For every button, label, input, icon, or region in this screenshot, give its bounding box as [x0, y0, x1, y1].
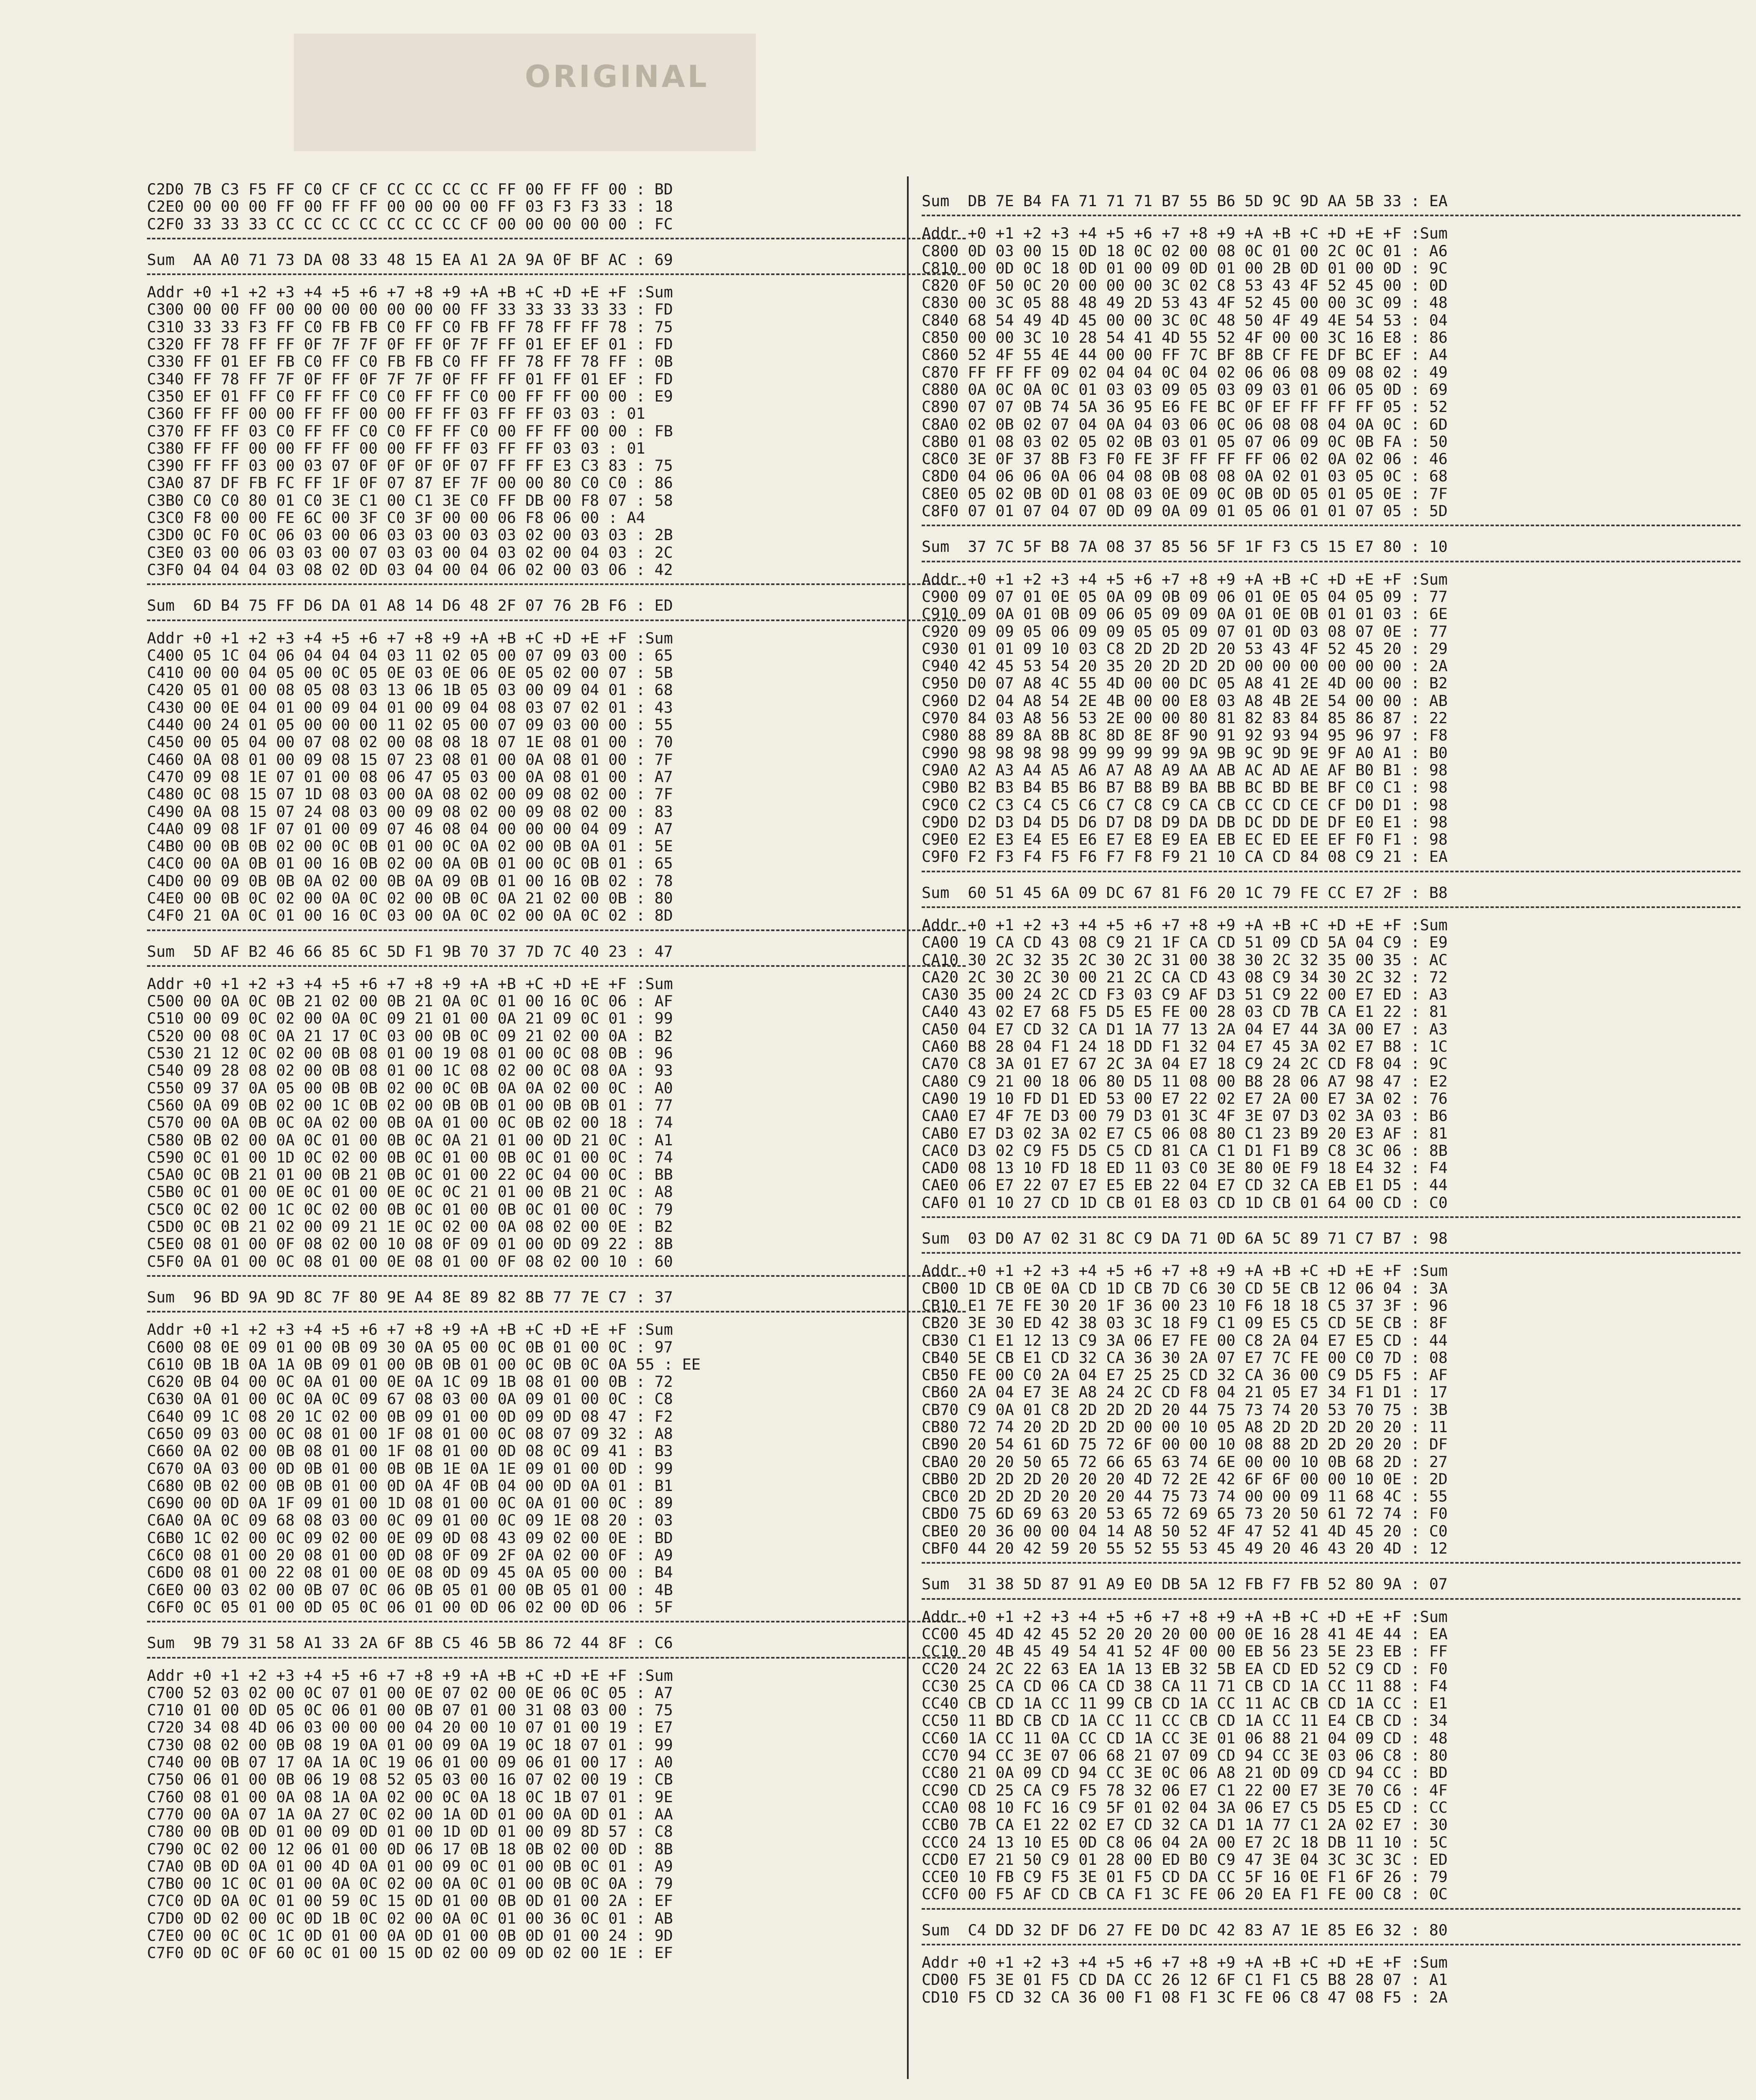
- dashed-separator: [922, 215, 1740, 216]
- dashed-separator: [147, 583, 966, 585]
- hex-row: C6A0 0A 0C 09 68 08 03 00 0C 09 01 00 0C 09 1E 08 20 : 03: [147, 1511, 673, 1530]
- checksum-row: Sum 03 D0 A7 02 31 8C C9 DA 71 0D 6A 5C 89 71 C7 B7 : 98: [922, 1229, 1448, 1248]
- hex-row: CBF0 44 20 42 59 20 55 52 55 53 45 49 20 46 43 20 4D : 12: [922, 1539, 1448, 1558]
- hex-row: C520 00 08 0C 0A 21 17 0C 03 00 0B 0C 09 21 02 00 0A : B2: [147, 1026, 673, 1045]
- hex-row: CA90 19 10 FD D1 ED 53 00 E7 22 02 E7 2A 00 E7 3A 02 : 76: [922, 1089, 1448, 1108]
- dashed-separator: [147, 273, 966, 275]
- hex-row: CBE0 20 36 00 00 04 14 A8 50 52 4F 47 52 41 4D 45 20 : C0: [922, 1522, 1448, 1540]
- hex-row: C510 00 09 0C 02 00 0A 0C 09 21 01 00 0A 21 09 0C 01 : 99: [147, 1009, 673, 1028]
- hex-row: CB20 3E 30 ED 42 38 03 3C 18 F9 C1 09 E5 C5 CD 5E CB : 8F: [922, 1314, 1448, 1332]
- listing-left-column: [147, 181, 966, 1962]
- hex-row: C420 05 01 00 08 05 08 03 13 06 1B 05 03 00 09 04 01 : 68: [147, 681, 673, 699]
- listing-right-column: [922, 181, 1740, 2006]
- hex-row: C540 09 28 08 02 00 0B 08 01 00 1C 08 02 00 0C 08 0A : 93: [147, 1061, 673, 1080]
- hex-row: CB50 FE 00 C0 2A 04 E7 25 25 CD 32 CA 36 00 C9 D5 F5 : AF: [922, 1366, 1448, 1384]
- address-header-row: Addr +0 +1 +2 +3 +4 +5 +6 +7 +8 +9 +A +B +C +D +E +F :Sum: [147, 1666, 673, 1685]
- hex-row: C560 0A 09 0B 02 00 1C 0B 02 00 0B 0B 01 00 0B 0B 01 : 77: [147, 1096, 673, 1114]
- dashed-separator: [922, 1562, 1740, 1564]
- hex-row: C400 05 1C 04 06 04 04 04 03 11 02 05 00 07 09 03 00 : 65: [147, 646, 673, 664]
- hex-row: C5E0 08 01 00 0F 08 02 00 10 08 0F 09 01 00 0D 09 22 : 8B: [147, 1235, 673, 1253]
- hex-row: C530 21 12 0C 02 00 0B 08 01 00 19 08 01 00 0C 08 0B : 96: [147, 1044, 673, 1063]
- hex-row: CA50 04 E7 CD 32 CA D1 1A 77 13 2A 04 E7 44 3A 00 E7 : A3: [922, 1020, 1448, 1038]
- hex-row: C7C0 0D 0A 0C 01 00 59 0C 15 0D 01 00 0B 0D 01 00 2A : EF: [147, 1892, 673, 1910]
- dashed-separator: [147, 1657, 966, 1659]
- hex-row: CC80 21 0A 09 CD 94 CC 3E 0C 06 A8 21 0D 09 CD 94 CC : BD: [922, 1764, 1448, 1782]
- hex-row: C660 0A 02 00 0B 08 01 00 1F 08 01 00 0D 08 0C 09 41 : B3: [147, 1442, 673, 1460]
- hex-row: C430 00 0E 04 01 00 09 04 01 00 09 04 08 03 07 02 01 : 43: [147, 698, 673, 717]
- hex-row: C800 0D 03 00 15 0D 18 0C 02 00 08 0C 01 00 2C 0C 01 : A6: [922, 242, 1448, 260]
- hex-row: C600 08 0E 09 01 00 0B 09 30 0A 05 00 0C 0B 01 00 0C : 97: [147, 1338, 673, 1356]
- hex-row: C5F0 0A 01 00 0C 08 01 00 0E 08 01 00 0F 08 02 00 10 : 60: [147, 1252, 673, 1270]
- address-header-row: Addr +0 +1 +2 +3 +4 +5 +6 +7 +8 +9 +A +B +C +D +E +F :Sum: [922, 224, 1448, 243]
- hex-row: CC10 20 4B 45 49 54 41 52 4F 00 00 EB 56 23 5E 23 EB : FF: [922, 1642, 1448, 1661]
- hex-row: C610 0B 1B 0A 1A 0B 09 01 00 0B 0B 01 00 0C 0B 0C 0A 55 : EE: [147, 1355, 701, 1373]
- hex-row: C690 00 0D 0A 1F 09 01 00 1D 08 01 00 0C 0A 01 00 0C : 89: [147, 1494, 673, 1512]
- checksum-row: Sum C4 DD 32 DF D6 27 FE D0 DC 42 83 A7 1E 85 E6 32 : 80: [922, 1921, 1448, 1939]
- hex-row: C5C0 0C 02 00 1C 0C 02 00 0B 0C 01 00 0B 0C 01 00 0C : 79: [147, 1200, 673, 1218]
- dashed-separator: [922, 561, 1740, 562]
- hex-row: C670 0A 03 00 0D 0B 01 00 0B 0B 1E 0A 1E 09 01 00 0D : 99: [147, 1459, 673, 1478]
- dashed-separator: [147, 1621, 966, 1622]
- checksum-row: Sum 9B 79 31 58 A1 33 2A 6F 8B C5 46 5B 86 72 44 8F : C6: [147, 1634, 673, 1652]
- hex-row: C8F0 07 01 07 04 07 0D 09 0A 09 01 05 06 01 01 07 05 : 5D: [922, 502, 1448, 520]
- faded-header-text: ORIGINAL: [525, 59, 710, 94]
- address-header-row: Addr +0 +1 +2 +3 +4 +5 +6 +7 +8 +9 +A +B +C +D +E +F :Sum: [922, 1262, 1448, 1280]
- dashed-separator: [147, 1311, 966, 1312]
- hex-row: C4E0 00 0B 0C 02 00 0A 0C 02 00 0B 0C 0A 21 02 00 0B : 80: [147, 889, 673, 907]
- checksum-row: Sum AA A0 71 73 DA 08 33 48 15 EA A1 2A 9A 0F BF AC : 69: [147, 250, 673, 269]
- address-header-row: Addr +0 +1 +2 +3 +4 +5 +6 +7 +8 +9 +A +B +C +D +E +F :Sum: [922, 916, 1448, 934]
- hex-row: C450 00 05 04 00 07 08 02 00 08 08 18 07 1E 08 01 00 : 70: [147, 733, 673, 751]
- hex-row: C320 FF 78 FF FF 0F 7F 7F 0F FF 0F 7F FF 01 EF EF 01 : FD: [147, 335, 673, 354]
- hex-row: C960 D2 04 A8 54 2E 4B 00 00 E8 03 A8 4B 2E 54 00 00 : AB: [922, 691, 1448, 710]
- hex-row: C2E0 00 00 00 FF 00 FF FF 00 00 00 00 FF 03 F3 F3 33 : 18: [147, 197, 673, 216]
- dashed-separator: [147, 238, 966, 239]
- hex-row: CA40 43 02 E7 68 F5 D5 E5 FE 00 28 03 CD 7B CA E1 22 : 81: [922, 1003, 1448, 1021]
- hex-row: CB90 20 54 61 6D 75 72 6F 00 00 10 08 88 2D 2D 20 20 : DF: [922, 1435, 1448, 1454]
- hex-row: C6F0 0C 05 01 00 0D 05 0C 06 01 00 0D 06 02 00 0D 06 : 5F: [147, 1598, 673, 1616]
- hex-row: C2F0 33 33 33 CC CC CC CC CC CC CC CF 00 00 00 00 00 : FC: [147, 215, 673, 233]
- hex-row: CCF0 00 F5 AF CD CB CA F1 3C FE 06 20 EA F1 FE 00 C8 : 0C: [922, 1885, 1448, 1903]
- hex-row: C310 33 33 F3 FF C0 FB FB C0 FF C0 FB FF 78 FF FF 78 : 75: [147, 318, 673, 336]
- hex-row: C9E0 E2 E3 E4 E5 E6 E7 E8 E9 EA EB EC ED EE EF F0 F1 : 98: [922, 830, 1448, 849]
- hex-row: C740 00 0B 07 17 0A 1A 0C 19 06 01 00 09 06 01 00 17 : A0: [147, 1753, 673, 1772]
- hex-row: CAE0 06 E7 22 07 E7 E5 EB 22 04 E7 CD 32 CA EB E1 D5 : 44: [922, 1176, 1448, 1194]
- hex-row: C3C0 F8 00 00 FE 6C 00 3F C0 3F 00 00 06 F8 06 00 : A4: [147, 509, 645, 527]
- hex-row: C860 52 4F 55 4E 44 00 00 FF 7C BF 8B CF FE DF BC EF : A4: [922, 346, 1448, 364]
- hex-row: C8B0 01 08 03 02 05 02 0B 03 01 05 07 06 09 0C 0B FA : 50: [922, 432, 1448, 451]
- hex-row: C630 0A 01 00 0C 0A 0C 09 67 08 03 00 0A 09 01 00 0C : C8: [147, 1390, 673, 1408]
- hex-row: C380 FF FF 00 00 FF FF 00 00 FF FF 03 FF FF 03 03 : 01: [147, 439, 645, 457]
- dashed-separator: [922, 1944, 1740, 1945]
- hex-row: C7A0 0B 0D 0A 01 00 4D 0A 01 00 09 0C 01 00 0B 0C 01 : A9: [147, 1857, 673, 1875]
- hex-row: CBC0 2D 2D 2D 20 20 20 44 75 73 74 00 00 09 11 68 4C : 55: [922, 1487, 1448, 1506]
- dashed-separator: [922, 871, 1740, 872]
- hex-row: C990 98 98 98 98 99 99 99 99 9A 9B 9C 9D 9E 9F A0 A1 : B0: [922, 743, 1448, 762]
- checksum-row: Sum 96 BD 9A 9D 8C 7F 80 9E A4 8E 89 82 8B 77 7E C7 : 37: [147, 1288, 673, 1306]
- hex-row: C890 07 07 0B 74 5A 36 95 E6 FE BC 0F EF FF FF FF 05 : 52: [922, 398, 1448, 416]
- hex-row: CA00 19 CA CD 43 08 C9 21 1F CA CD 51 09 CD 5A 04 C9 : E9: [922, 933, 1448, 952]
- hex-row: C6E0 00 03 02 00 0B 07 0C 06 0B 05 01 00 0B 05 01 00 : 4B: [147, 1580, 673, 1599]
- hex-row: C8A0 02 0B 02 07 04 0A 04 03 06 0C 06 08 08 04 0A 0C : 6D: [922, 415, 1448, 433]
- dashed-separator: [922, 1908, 1740, 1910]
- hex-row: CC90 CD 25 CA C9 F5 78 32 06 E7 C1 22 00 E7 3E 70 C6 : 4F: [922, 1781, 1448, 1799]
- hex-row: C7B0 00 1C 0C 01 00 0A 0C 02 00 0A 0C 01 00 0B 0C 0A : 79: [147, 1874, 673, 1893]
- checksum-row: Sum 5D AF B2 46 66 85 6C 5D F1 9B 70 37 7D 7C 40 23 : 47: [147, 942, 673, 961]
- hex-row: CCD0 E7 21 50 C9 01 28 00 ED B0 C9 47 3E 04 3C 3C 3C : ED: [922, 1850, 1448, 1869]
- column-divider: [907, 176, 909, 2079]
- hex-row: CA80 C9 21 00 18 06 80 D5 11 08 00 B8 28 06 A7 98 47 : E2: [922, 1072, 1448, 1090]
- hex-row: C810 00 0D 0C 18 0D 01 00 09 0D 01 00 2B 0D 01 00 0D : 9C: [922, 259, 1448, 277]
- hex-row: CCC0 24 13 10 E5 0D C8 06 04 2A 00 E7 2C 18 DB 11 10 : 5C: [922, 1833, 1448, 1851]
- hex-row: C940 42 45 53 54 20 35 20 2D 2D 2D 00 00 00 00 00 00 : 2A: [922, 657, 1448, 675]
- hex-row: C820 0F 50 0C 20 00 00 00 3C 02 C8 53 43 4F 52 45 00 : 0D: [922, 276, 1448, 295]
- hex-row: C7F0 0D 0C 0F 60 0C 01 00 15 0D 02 00 09 0D 02 00 1E : EF: [147, 1944, 673, 1962]
- hex-row: C490 0A 08 15 07 24 08 03 00 09 08 02 00 09 08 02 00 : 83: [147, 802, 673, 821]
- hex-row: CCA0 08 10 FC 16 C9 5F 01 02 04 3A 06 E7 C5 D5 E5 CD : CC: [922, 1798, 1448, 1816]
- hex-row: C9F0 F2 F3 F4 F5 F6 F7 F8 F9 21 10 CA CD 84 08 C9 21 : EA: [922, 848, 1448, 866]
- hex-row: C580 0B 02 00 0A 0C 01 00 0B 0C 0A 21 01 00 0D 21 0C : A1: [147, 1131, 673, 1149]
- hex-row: C910 09 0A 01 0B 09 06 05 09 09 0A 01 0E 0B 01 01 03 : 6E: [922, 605, 1448, 623]
- hex-row: C4F0 21 0A 0C 01 00 16 0C 03 00 0A 0C 02 00 0A 0C 02 : 8D: [147, 906, 673, 925]
- hex-row: CC50 11 BD CB CD 1A CC 11 CC CB CD 1A CC 11 E4 CB CD : 34: [922, 1712, 1448, 1730]
- hex-row: CC30 25 CA CD 06 CA CD 38 CA 11 71 CB CD 1A CC 11 88 : F4: [922, 1677, 1448, 1695]
- hex-row: C460 0A 08 01 00 09 08 15 07 23 08 01 00 0A 08 01 00 : 7F: [147, 750, 673, 769]
- hex-row: CCE0 10 FB C9 F5 3E 01 F5 CD DA CC 5F 16 0E F1 6F 26 : 79: [922, 1868, 1448, 1886]
- hex-row: CC60 1A CC 11 0A CC CD 1A CC 3E 01 06 88 21 04 09 CD : 48: [922, 1729, 1448, 1747]
- dashed-separator: [922, 1252, 1740, 1254]
- hex-row: C390 FF FF 03 00 03 07 0F 0F 0F 0F 07 FF FF E3 C3 83 : 75: [147, 457, 673, 475]
- hex-row: C900 09 07 01 0E 05 0A 09 0B 09 06 01 0E 05 04 05 09 : 77: [922, 587, 1448, 606]
- checksum-row: Sum 37 7C 5F B8 7A 08 37 85 56 5F 1F F3 C5 15 E7 80 : 10: [922, 538, 1448, 556]
- hex-row: CC70 94 CC 3E 07 06 68 21 07 09 CD 94 CC 3E 03 06 C8 : 80: [922, 1746, 1448, 1765]
- hex-row: CA70 C8 3A 01 E7 67 2C 3A 04 E7 18 C9 24 2C CD F8 04 : 9C: [922, 1055, 1448, 1073]
- checksum-row: Sum 6D B4 75 FF D6 DA 01 A8 14 D6 48 2F 07 76 2B F6 : ED: [147, 596, 673, 615]
- hex-row: C980 88 89 8A 8B 8C 8D 8E 8F 90 91 92 93 94 95 96 97 : F8: [922, 726, 1448, 745]
- hex-row: C720 34 08 4D 06 03 00 00 00 04 20 00 10 07 01 00 19 : E7: [147, 1718, 673, 1737]
- hex-row: CBD0 75 6D 69 63 20 53 65 72 69 65 73 20 50 61 72 74 : F0: [922, 1504, 1448, 1523]
- address-header-row: Addr +0 +1 +2 +3 +4 +5 +6 +7 +8 +9 +A +B +C +D +E +F :Sum: [922, 1953, 1448, 1972]
- hex-row: C550 09 37 0A 05 00 0B 0B 02 00 0C 0B 0A 0A 02 00 0C : A0: [147, 1079, 673, 1097]
- hex-row: C760 08 01 00 0A 08 1A 0A 02 00 0C 0A 18 0C 1B 07 01 : 9E: [147, 1788, 673, 1806]
- hex-row: CB70 C9 0A 01 C8 2D 2D 2D 20 44 75 73 74 20 53 70 75 : 3B: [922, 1400, 1448, 1419]
- hex-row: C650 09 03 00 0C 08 01 00 1F 08 01 00 0C 08 07 09 32 : A8: [147, 1425, 673, 1443]
- hex-row: C370 FF FF 03 C0 FF FF C0 C0 FF FF C0 00 FF FF 00 00 : FB: [147, 422, 673, 440]
- hex-row: C4D0 00 09 0B 0B 0A 02 00 0B 0A 09 0B 01 00 16 0B 02 : 78: [147, 872, 673, 890]
- hex-row: CBB0 2D 2D 2D 20 20 20 4D 72 2E 42 6F 6F 00 00 10 0E : 2D: [922, 1470, 1448, 1488]
- hex-row: CC00 45 4D 42 45 52 20 20 20 00 00 0E 16 28 41 4E 44 : EA: [922, 1625, 1448, 1643]
- hex-row: CD00 F5 3E 01 F5 CD DA CC 26 12 6F C1 F1 C5 B8 28 07 : A1: [922, 1971, 1448, 1989]
- hex-row: C9C0 C2 C3 C4 C5 C6 C7 C8 C9 CA CB CC CD CE CF D0 D1 : 98: [922, 795, 1448, 814]
- hex-row: CB80 72 74 20 2D 2D 2D 00 00 10 05 A8 2D 2D 2D 20 20 : 11: [922, 1418, 1448, 1436]
- hex-row: CBA0 20 20 50 65 72 66 65 63 74 6E 00 00 10 0B 68 2D : 27: [922, 1452, 1448, 1471]
- hex-row: CCB0 7B CA E1 22 02 E7 CD 32 CA D1 1A 77 C1 2A 02 E7 : 30: [922, 1816, 1448, 1834]
- hex-row: C3A0 87 DF FB FC FF 1F 0F 07 87 EF 7F 00 00 80 C0 C0 : 86: [147, 474, 673, 492]
- hex-row: C590 0C 01 00 1D 0C 02 00 0B 0C 01 00 0B 0C 01 00 0C : 74: [147, 1148, 673, 1166]
- hex-row: C930 01 01 09 10 03 C8 2D 2D 2D 20 53 43 4F 52 45 20 : 29: [922, 639, 1448, 658]
- hex-row: C3B0 C0 C0 80 01 C0 3E C1 00 C1 3E C0 FF DB 00 F8 07 : 58: [147, 491, 673, 509]
- dashed-separator: [147, 620, 966, 621]
- hex-row: C7D0 0D 02 00 0C 0D 1B 0C 02 00 0A 0C 01 00 36 0C 01 : AB: [147, 1909, 673, 1927]
- dashed-separator: [147, 1275, 966, 1277]
- hex-row: CC20 24 2C 22 63 EA 1A 13 EB 32 5B EA CD ED 52 C9 CD : F0: [922, 1659, 1448, 1678]
- hex-row: C790 0C 02 00 12 06 01 00 0D 06 17 0B 18 0B 02 00 0D : 8B: [147, 1840, 673, 1858]
- hex-row: CA20 2C 30 2C 30 00 21 2C CA CD 43 08 C9 34 30 2C 32 : 72: [922, 968, 1448, 986]
- hex-row: C3D0 0C F0 0C 06 03 00 06 03 03 00 03 03 02 00 03 03 : 2B: [147, 526, 673, 544]
- checksum-row: Sum 60 51 45 6A 09 DC 67 81 F6 20 1C 79 FE CC E7 2F : B8: [922, 883, 1448, 902]
- dashed-separator: [922, 1216, 1740, 1218]
- address-header-row: Addr +0 +1 +2 +3 +4 +5 +6 +7 +8 +9 +A +B +C +D +E +F :Sum: [147, 629, 673, 647]
- hex-row: C300 00 00 FF 00 00 00 00 00 00 00 FF 33 33 33 33 33 : FD: [147, 300, 673, 319]
- dashed-separator: [922, 1598, 1740, 1600]
- hex-row: C680 0B 02 00 0B 0B 01 00 0D 0A 4F 0B 04 00 0D 0A 01 : B1: [147, 1476, 673, 1495]
- hex-row: C780 00 0B 0D 01 00 09 0D 01 00 1D 0D 01 00 09 8D 57 : C8: [147, 1822, 673, 1841]
- checksum-row: Sum DB 7E B4 FA 71 71 71 B7 55 B6 5D 9C 9D AA 5B 33 : EA: [922, 192, 1448, 210]
- hex-row: C410 00 00 04 05 00 0C 05 0E 03 0E 06 0E 05 02 00 07 : 5B: [147, 664, 673, 682]
- hex-row: C330 FF 01 EF FB C0 FF C0 FB FB C0 FF FF 78 FF 78 FF : 0B: [147, 352, 673, 371]
- hex-row: CA30 35 00 24 2C CD F3 03 C9 AF D3 51 C9 22 00 E7 ED : A3: [922, 985, 1448, 1004]
- hex-row: C8E0 05 02 0B 0D 01 08 03 0E 09 0C 0B 0D 05 01 05 0E : 7F: [922, 484, 1448, 503]
- hex-row: C620 0B 04 00 0C 0A 01 00 0E 0A 1C 09 1B 08 01 00 0B : 72: [147, 1373, 673, 1391]
- hex-row: C9A0 A2 A3 A4 A5 A6 A7 A8 A9 AA AB AC AD AE AF B0 B1 : 98: [922, 761, 1448, 779]
- hex-row: CAA0 E7 4F 7E D3 00 79 D3 01 3C 4F 3E 07 D3 02 3A 03 : B6: [922, 1107, 1448, 1125]
- hex-row: C4A0 09 08 1F 07 01 00 09 07 46 08 04 00 00 00 04 09 : A7: [147, 819, 673, 838]
- hex-row: C7E0 00 0C 0C 1C 0D 01 00 0A 0D 01 00 0B 0D 01 00 24 : 9D: [147, 1927, 673, 1945]
- address-header-row: Addr +0 +1 +2 +3 +4 +5 +6 +7 +8 +9 +A +B +C +D +E +F :Sum: [147, 1320, 673, 1339]
- address-header-row: Addr +0 +1 +2 +3 +4 +5 +6 +7 +8 +9 +A +B +C +D +E +F :Sum: [147, 283, 673, 302]
- hex-row: CA10 30 2C 32 35 2C 30 2C 31 00 38 30 2C 32 35 00 35 : AC: [922, 950, 1448, 969]
- hex-row: C3E0 03 00 06 03 03 00 07 03 03 00 04 03 02 00 04 03 : 2C: [147, 543, 673, 562]
- hex-row: C830 00 3C 05 88 48 49 2D 53 43 4F 52 45 00 00 3C 09 : 48: [922, 294, 1448, 312]
- hex-row: C950 D0 07 A8 4C 55 4D 00 00 DC 05 A8 41 2E 4D 00 00 : B2: [922, 674, 1448, 693]
- hex-row: CB10 E1 7E FE 30 20 1F 36 00 23 10 F6 18 18 C5 37 3F : 96: [922, 1296, 1448, 1315]
- hex-row: C5D0 0C 0B 21 02 00 09 21 1E 0C 02 00 0A 08 02 00 0E : B2: [147, 1218, 673, 1236]
- hex-row: CA60 B8 28 04 F1 24 18 DD F1 32 04 E7 45 3A 02 E7 B8 : 1C: [922, 1037, 1448, 1056]
- address-header-row: Addr +0 +1 +2 +3 +4 +5 +6 +7 +8 +9 +A +B +C +D +E +F :Sum: [147, 974, 673, 993]
- hex-row: C360 FF FF 00 00 FF FF 00 00 FF FF 03 FF FF 03 03 : 01: [147, 404, 645, 423]
- hex-row: C8C0 3E 0F 37 8B F3 F0 FE 3F FF FF FF 06 02 0A 02 06 : 46: [922, 450, 1448, 468]
- hex-row: C4B0 00 0B 0B 02 00 0C 0B 01 00 0C 0A 02 00 0B 0A 01 : 5E: [147, 837, 673, 856]
- hex-row: C470 09 08 1E 07 01 00 08 06 47 05 03 00 0A 08 01 00 : A7: [147, 767, 673, 786]
- hex-row: C480 0C 08 15 07 1D 08 03 00 0A 08 02 00 09 08 02 00 : 7F: [147, 785, 673, 803]
- address-header-row: Addr +0 +1 +2 +3 +4 +5 +6 +7 +8 +9 +A +B +C +D +E +F :Sum: [922, 570, 1448, 588]
- hex-row: C4C0 00 0A 0B 01 00 16 0B 02 00 0A 0B 01 00 0C 0B 01 : 65: [147, 854, 673, 873]
- hex-row: C6D0 08 01 00 22 08 01 00 0E 08 0D 09 45 0A 05 00 00 : B4: [147, 1563, 673, 1582]
- hex-row: C2D0 7B C3 F5 FF C0 CF CF CC CC CC CC FF 00 FF FF 00 : BD: [147, 180, 673, 198]
- hex-row: CB00 1D CB 0E 0A CD 1D CB 7D C6 30 CD 5E CB 12 06 04 : 3A: [922, 1279, 1448, 1297]
- dashed-separator: [922, 906, 1740, 908]
- hex-row: C920 09 09 05 06 09 09 05 05 09 07 01 0D 03 08 07 0E : 77: [922, 622, 1448, 640]
- hex-row: C880 0A 0C 0A 0C 01 03 03 09 05 03 09 03 01 06 05 0D : 69: [922, 380, 1448, 399]
- hex-row: C500 00 0A 0C 0B 21 02 00 0B 21 0A 0C 01 00 16 0C 06 : AF: [147, 992, 673, 1011]
- hex-row: C5B0 0C 01 00 0E 0C 01 00 0E 0C 0C 21 01 00 0B 21 0C : A8: [147, 1183, 673, 1201]
- hex-row: C970 84 03 A8 56 53 2E 00 00 80 81 82 83 84 85 86 87 : 22: [922, 709, 1448, 727]
- hex-row: C710 01 00 0D 05 0C 06 01 00 0B 07 01 00 31 08 03 00 : 75: [147, 1701, 673, 1719]
- hex-row: C730 08 02 00 0B 08 19 0A 01 00 09 0A 19 0C 18 07 01 : 99: [147, 1735, 673, 1754]
- hex-row: C750 06 01 00 0B 06 19 08 52 05 03 00 16 07 02 00 19 : CB: [147, 1770, 673, 1789]
- hex-row: CAB0 E7 D3 02 3A 02 E7 C5 06 08 80 C1 23 B9 20 E3 AF : 81: [922, 1124, 1448, 1142]
- hex-row: C3F0 04 04 04 03 08 02 0D 03 04 00 04 06 02 00 03 06 : 42: [147, 560, 673, 579]
- hex-row: C870 FF FF FF 09 02 04 04 0C 04 02 06 06 08 09 08 02 : 49: [922, 363, 1448, 381]
- hex-row: CD10 F5 CD 32 CA 36 00 F1 08 F1 3C FE 06 C8 47 08 F5 : 2A: [922, 1988, 1448, 2006]
- hex-row: C700 52 03 02 00 0C 07 01 00 0E 07 02 00 0E 06 0C 05 : A7: [147, 1683, 673, 1702]
- hex-row: C6B0 1C 02 00 0C 09 02 00 0E 09 0D 08 43 09 02 00 0E : BD: [147, 1528, 673, 1547]
- hex-row: CAF0 01 10 27 CD 1D CB 01 E8 03 CD 1D CB 01 64 00 CD : C0: [922, 1193, 1448, 1212]
- hex-row: CB30 C1 E1 12 13 C9 3A 06 E7 FE 00 C8 2A 04 E7 E5 CD : 44: [922, 1331, 1448, 1349]
- hex-row: C570 00 0A 0B 0C 0A 02 00 0B 0A 01 00 0C 0B 02 00 18 : 74: [147, 1113, 673, 1132]
- hex-row: C9B0 B2 B3 B4 B5 B6 B7 B8 B9 BA BB BC BD BE BF C0 C1 : 98: [922, 778, 1448, 797]
- hex-row: C6C0 08 01 00 20 08 01 00 0D 08 0F 09 2F 0A 02 00 0F : A9: [147, 1546, 673, 1564]
- hex-row: CAC0 D3 02 C9 F5 D5 C5 CD 81 CA C1 D1 F1 B9 C8 3C 06 : 8B: [922, 1141, 1448, 1160]
- hex-row: C850 00 00 3C 10 28 54 41 4D 55 52 4F 00 00 3C 16 E8 : 86: [922, 328, 1448, 347]
- hex-row: C350 EF 01 FF C0 FF FF C0 C0 FF FF C0 00 FF FF 00 00 : E9: [147, 387, 673, 405]
- hex-row: CB60 2A 04 E7 3E A8 24 2C CD F8 04 21 05 E7 34 F1 D1 : 17: [922, 1383, 1448, 1402]
- hex-row: C440 00 24 01 05 00 00 00 11 02 05 00 07 09 03 00 00 : 55: [147, 716, 673, 734]
- hex-row: C840 68 54 49 4D 45 00 00 3C 0C 48 50 4F 49 4E 54 53 : 04: [922, 311, 1448, 329]
- hex-row: C8D0 04 06 06 0A 06 04 08 0B 08 08 0A 02 01 03 05 0C : 68: [922, 467, 1448, 486]
- address-header-row: Addr +0 +1 +2 +3 +4 +5 +6 +7 +8 +9 +A +B +C +D +E +F :Sum: [922, 1607, 1448, 1626]
- dashed-separator: [147, 929, 966, 931]
- dashed-separator: [147, 965, 966, 967]
- hex-row: C640 09 1C 08 20 1C 02 00 0B 09 01 00 0D 09 0D 08 47 : F2: [147, 1407, 673, 1425]
- hex-row: C9D0 D2 D3 D4 D5 D6 D7 D8 D9 DA DB DC DD DE DF E0 E1 : 98: [922, 813, 1448, 831]
- hex-row: C770 00 0A 07 1A 0A 27 0C 02 00 1A 0D 01 00 0A 0D 01 : AA: [147, 1805, 673, 1823]
- hex-row: CC40 CB CD 1A CC 11 99 CB CD 1A CC 11 AC CB CD 1A CC : E1: [922, 1694, 1448, 1713]
- hex-row: CAD0 08 13 10 FD 18 ED 11 03 C0 3E 80 0E F9 18 E4 32 : F4: [922, 1159, 1448, 1177]
- hex-row: C340 FF 78 FF 7F 0F FF 0F 7F 7F 0F FF FF 01 FF 01 EF : FD: [147, 370, 673, 388]
- hex-row: C5A0 0C 0B 21 01 00 0B 21 0B 0C 01 00 22 0C 04 00 0C : BB: [147, 1166, 673, 1184]
- checksum-row: Sum 31 38 5D 87 91 A9 E0 DB 5A 12 FB F7 FB 52 80 9A : 07: [922, 1575, 1448, 1593]
- dashed-separator: [922, 525, 1740, 526]
- hex-row: CB40 5E CB E1 CD 32 CA 36 30 2A 07 E7 7C FE 00 C0 7D : 08: [922, 1348, 1448, 1367]
